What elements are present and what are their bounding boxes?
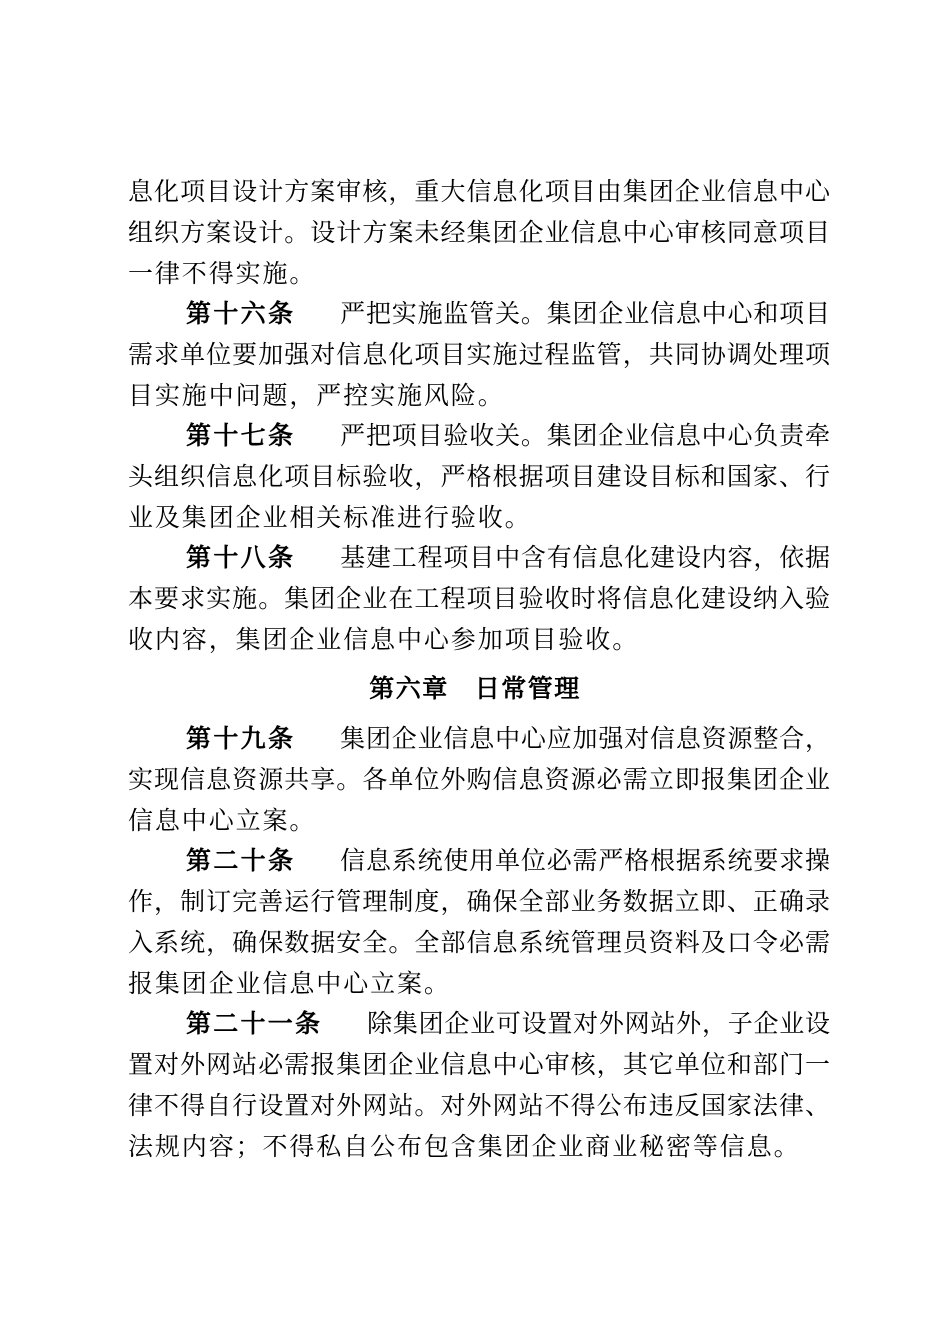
article-18-first-line xyxy=(186,540,830,578)
paragraph-line: 目实施中问题，严控实施风险。 xyxy=(128,381,505,410)
paragraph-line: 律不得自行设置对外网站。对外网站不得公布违反国家法律、 xyxy=(128,1091,830,1120)
paragraph-line: 作，制订完善运行管理制度，确保全部业务数据立即、正确录 xyxy=(128,887,830,916)
paragraph-line: 息化项目设计方案审核，重大信息化项目由集团企业信息中心 xyxy=(128,177,830,206)
article-20-label: 第二十条 xyxy=(186,846,296,875)
paragraph-line: 收内容，集团企业信息中心参加项目验收。 xyxy=(128,625,640,654)
paragraph-line: 报集团企业信息中心立案。 xyxy=(128,969,451,998)
article-20-text: 信息系统使用单位必需严格根据系统要求操 xyxy=(339,846,830,875)
article-19-label: 第十九条 xyxy=(186,724,296,753)
paragraph-line: 置对外网站必需报集团企业信息中心审核，其它单位和部门一 xyxy=(128,1050,830,1079)
article-20-first-line xyxy=(186,843,830,881)
paragraph-line: 入系统，确保数据安全。全部信息系统管理员资料及口令必需 xyxy=(128,928,830,957)
article-18-label: 第十八条 xyxy=(186,543,296,572)
paragraph-line: 组织方案设计。设计方案未经集团企业信息中心审核同意项目 xyxy=(128,218,830,247)
paragraph-line: 信息中心立案。 xyxy=(128,806,317,835)
article-16-text: 严把实施监管关。集团企业信息中心和项目 xyxy=(339,299,830,328)
article-21-label: 第二十一条 xyxy=(186,1009,323,1038)
article-16-first-line xyxy=(186,296,830,334)
paragraph-line: 头组织信息化项目标验收，严格根据项目建设目标和国家、行 xyxy=(128,462,830,491)
article-19-text: 集团企业信息中心应加强对信息资源整合， xyxy=(339,724,830,753)
chapter-heading xyxy=(0,671,950,707)
article-17-text: 严把项目验收关。集团企业信息中心负责牵 xyxy=(339,421,830,450)
paragraph-line: 本要求实施。集团企业在工程项目验收时将信息化建设纳入验 xyxy=(128,584,830,613)
paragraph-line: 实现信息资源共享。各单位外购信息资源必需立即报集团企业 xyxy=(128,765,830,794)
paragraph-line: 业及集团企业相关标准进行验收。 xyxy=(128,503,532,532)
paragraph-line: 法规内容；不得私自公布包含集团企业商业秘密等信息。 xyxy=(128,1132,801,1161)
paragraph-line: 需求单位要加强对信息化项目实施过程监管，共同协调处理项 xyxy=(128,340,830,369)
article-17-label: 第十七条 xyxy=(186,421,296,450)
article-21-first-line xyxy=(186,1006,830,1044)
article-17-first-line xyxy=(186,418,830,456)
article-16-label: 第十六条 xyxy=(186,299,296,328)
chapter-title: 日常管理 xyxy=(474,674,581,703)
article-21-text: 除集团企业可设置对外网站外，子企业设 xyxy=(366,1009,830,1038)
paragraph-line: 一律不得实施。 xyxy=(128,259,317,288)
article-18-text: 基建工程项目中含有信息化建设内容，依据 xyxy=(339,543,830,572)
article-19-first-line xyxy=(186,721,830,759)
chapter-number: 第六章 xyxy=(369,674,449,703)
